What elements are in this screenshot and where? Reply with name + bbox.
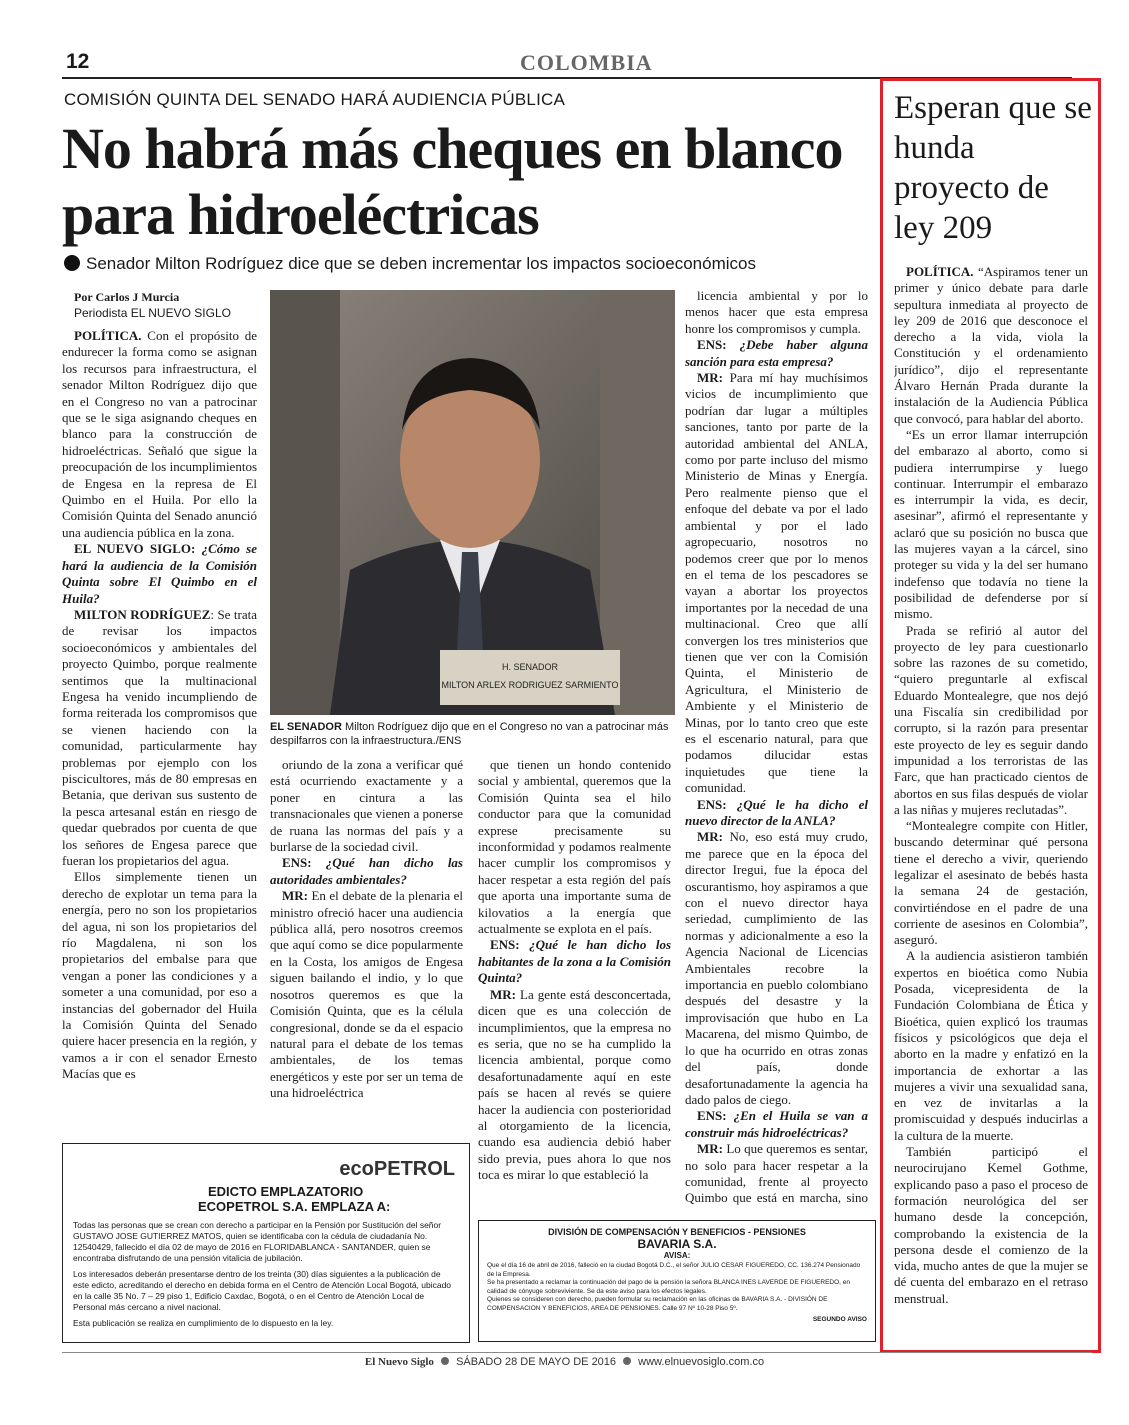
- kicker: COMISIÓN QUINTA DEL SENADO HARÁ AUDIENCIA PÚBLICA: [64, 90, 566, 109]
- article-paragraph: [685, 829, 868, 1108]
- bullet-icon: [64, 255, 80, 271]
- bavaria-paragraph-1: Que el día 16 de abril de 2016, falleció en la ciudad Bogotá D.C., el señor JULIO CESAR FIGUEREDO, CC. 136.274 Pensionado de la Empresa.: [487, 1262, 861, 1278]
- article-column-4: [685, 288, 868, 1208]
- article-paragraph: [685, 370, 868, 797]
- bavaria-company: BAVARIA S.A.: [637, 1237, 717, 1251]
- ecopetrol-logo: ecoPETROL: [339, 1158, 455, 1180]
- article-paragraph: [270, 855, 463, 888]
- paragraph-lead: MR:: [697, 1141, 723, 1157]
- byline-author: Por Carlos J Murcia: [74, 290, 180, 304]
- paragraph-lead: MILTON RODRÍGUEZ: [74, 606, 211, 622]
- article-paragraph: [478, 937, 671, 986]
- byline-role: Periodista EL NUEVO SIGLO: [74, 306, 231, 320]
- paragraph-text: Para mí hay muchísimos vicios de incumplimiento que podrían dar lugar a múltiples sanciones, tanto por parte de la autoridad ambiental del ANLA, como por parte incluso del mismo Ministerio de Minas y Energía. Pero realmente pienso que el enfoque del debate va por el lado ambiental y por el lado agropecuario, nosotros no podemos creer que por lo menos en el tema de los pescadores se vayan a abortar los proyectos importantes por la necedad de una multinacional. Creo que allí convergen los tres ministerios que tienen que ver con la Comisión Quinta, el Ministerio de Agricultura, el Ministerio de Ambiente y el Ministerio de Minas, por lo tanto creo que este es el escenario natural, para que podamos dilucidar estas inquietudes que tiene la comunidad.: [685, 370, 868, 796]
- paragraph-text: Lo que queremos es sentar, no solo para hacer respetar a la comunidad, frente al proyecto Quimbo que está en marcha, sino: [685, 1141, 868, 1206]
- bavaria-paragraph-3: Quienes se consideren con derecho, pueden formular su reclamación en las oficinas de BAVARIA S.A. - DIVISIÓN DE COMPENSACION Y BENEFICIOS, AREA DE PENSIONES. Calle 97 Nº 10-28 Piso 5º.: [487, 1296, 828, 1312]
- bavaria-notice: [478, 1220, 876, 1342]
- paragraph-lead: ENS:: [697, 337, 727, 353]
- paragraph-text: : Se trata de revisar los impactos socioeconómicos y ambientales del proyecto Quimbo, porque realmente sentimos que la multinacional Engesa ha venido incumpliendo de forma reiterada los compromisos que se vienen haciendo con la comunidad, particularmente hay problemas por ejemplo con los piscicultores, más de 80 empresas en Betania, que derivan sus sustento de la pesca artesanal están en riesgo de quedar quebrados por cuenta de que los señores de Engesa parece que fueran los propietarios del agua.: [62, 606, 257, 868]
- article-paragraph: [62, 328, 257, 541]
- article-paragraph: [62, 869, 257, 1082]
- paragraph-text: “Montealegre compite con Hitler, buscando determinar qué persona tiene el derecho a vivir, queriendo legalizar el asesinato de bebés hasta la semana 24 de gestación, convirtiéndose en el padre de una corriente de asesinos en Colombia”, aseguró.: [894, 818, 1088, 948]
- bavaria-paragraph-2: Se ha presentado a reclamar la continuación del pago de la pensión la señora BLANCA INES LAVERDE DE FIGUEREDO, en calidad de cónyuge sobreviviente. Se da este aviso para los efectos legales.: [487, 1279, 850, 1295]
- senator-photo-illustration: [270, 290, 675, 715]
- paragraph-lead: MR:: [697, 829, 723, 845]
- subhead-text: Senador Milton Rodríguez dice que se deben incrementar los impactos socioeconómicos: [86, 254, 756, 273]
- sidebar-column: [894, 264, 1088, 1342]
- ecopetrol-paragraph-1: Todas las personas que se crean con derecho a participar en la Pensión por Sustitución del señor GUSTAVO JOSE GUTIERREZ MATOS, quien se identificaba con la cédula de ciudadanía No. 12540429, fallecido el día 02 de mayo de 2016 en FLORIDABLANCA - SANTANDER, quien se encontraba disfrutando de una pensión vitalicia de jubilación.: [73, 1220, 442, 1263]
- article-paragraph: [478, 987, 671, 1184]
- nameplate-line-2: MILTON ARLEX RODRIGUEZ SARMIENTO: [441, 680, 619, 690]
- article-paragraph: [894, 818, 1088, 948]
- paragraph-text: También participó el neurocirujano Kemel Gothme, explicando paso a paso el proceso de formación neurológica del ser humano desde la concepción, comprobando la existencia de la persona desde el comienzo de la vida, mucho antes de que la mujer se dé cuenta del embarazo en el retraso menstrual.: [894, 1144, 1088, 1306]
- headline: No habrá más cheques en blanco para hidroeléctricas: [62, 116, 843, 247]
- article-paragraph: [685, 288, 868, 337]
- caption-text: Milton Rodríguez dijo que en el Congreso no van a patrocinar más despilfarros con la infraestructura./ENS: [270, 721, 669, 747]
- page-footer: [0, 1356, 1129, 1368]
- article-paragraph: [270, 757, 463, 855]
- article-paragraph: [894, 623, 1088, 819]
- footer-url: www.elnuevosiglo.com.co: [638, 1356, 765, 1368]
- bavaria-label: AVISA:: [663, 1251, 691, 1260]
- paragraph-text: oriundo de la zona a verificar qué está ocurriendo exactamente y a poner en cintura a las transnacionales que vienen a ponerse de ruana las normas del país y a burlarse de la sociedad civil.: [270, 757, 463, 855]
- paragraph-text: A la audiencia asistieron también expertos en bioética como Nubia Posada, vicepresidenta de la Fundación Colombiana de Ética y Bioética, quien explicó los traumas físicos y psicológicos que deja el aborto en la madre y enfatizó en la importancia de exhortar a las mujeres a vivir una sexualidad sana, en vez de invitarlas a la promiscuidad y después inducirlas a la cultura de la muerte.: [894, 948, 1088, 1143]
- article-paragraph: [685, 1141, 868, 1208]
- paragraph-text: En el debate de la plenaria el ministro ofreció hacer una audiencia pública allá, pero nosotros creemos que aquí como se dice popularmente en la Costa, los amigos de Engesa siguen bailando el indio, y lo que nosotros queremos es que la Comisión Quinta, que es la célula congresional, donde se da el espacio natural para el debate de los temas ambientales, de los temas energéticos y este por ser un tema de una hidroeléctrica: [270, 888, 463, 1101]
- article-paragraph: [270, 888, 463, 1101]
- paragraph-text: “Aspiramos tener un primer y único debate para darle sepultura inmediata al proyecto de ley 209 de 2016 que desconoce el derecho a la vida, viola la Constitución y el ordenamiento jurídico”, dijo el representante Álvaro Hernán Prada durante la instalación de la Audiencia Pública que convocó, para hablar del aborto.: [894, 264, 1088, 426]
- ecopetrol-paragraph-2: Los interesados deberán presentarse dentro de los treinta (30) días siguientes a la publicación de este edicto, acreditando el derecho en debida forma en el Centro de Atención Local Bogotá, ubicado en la calle 35 No. 7 – 29 piso 1, Edificio Caxdac, Bogotá, o en el Centro de Atención Local de Personal más cercano a nivel nacional.: [73, 1269, 452, 1312]
- caption-lead: EL SENADOR: [270, 721, 342, 733]
- paragraph-lead: ENS:: [697, 1108, 727, 1124]
- article-paragraph: [478, 757, 671, 937]
- paragraph-lead: EL NUEVO SIGLO:: [74, 541, 196, 557]
- article-paragraph: [685, 1108, 868, 1141]
- article-paragraph: [62, 607, 257, 870]
- paragraph-text: La gente está desconcertada, dicen que es una colección de incumplimientos, que la empresa no es seria, que no se ha cumplido la licencia ambiental, porque como desafortunadamente aquí en este país se hacen al revés se quiere hacer la audiencia con posterioridad al otorgamiento de la licencia, cuando esa audiencia debió haber sido previa, pues ahora lo que nos toca es mirar lo que estableció la: [478, 986, 671, 1183]
- nameplate-line-1: H. SENADOR: [501, 662, 559, 672]
- paragraph-lead: POLÍTICA.: [906, 264, 974, 279]
- bavaria-notice-label: SEGUNDO AVISO: [812, 1316, 867, 1323]
- interview-question: ¿En el Huila se van a construir más hidroeléctricas?: [685, 1108, 868, 1140]
- bavaria-title: DIVISIÓN DE COMPENSACIÓN Y BENEFICIOS - PENSIONES: [548, 1227, 806, 1237]
- ecopetrol-subtitle: ECOPETROL S.A. EMPLAZA A:: [198, 1199, 391, 1214]
- article-paragraph: [685, 337, 868, 370]
- sidebar-headline: Esperan que se hunda proyecto de ley 209: [894, 90, 1092, 246]
- interview-question: ¿Debe haber alguna sanción para esta empresa?: [685, 337, 868, 369]
- photo-caption: [270, 720, 675, 748]
- subhead: [64, 254, 756, 274]
- paragraph-text: Ellos simplemente tienen un derecho de explotar un tema para la energía, pero no son los propietarios del agua, ni son los propietarios del río Magdalena, ni son los propietarios del embalse para que vengan a poner las condiciones y a someter a una comunidad, por eso a instancias del gobernador del Huila la Comisión Quinta del Senado quiere hacer presencia en la región, y vamos a ir con el senador Ernesto Macías que es: [62, 869, 257, 1082]
- ecopetrol-notice: [62, 1143, 470, 1343]
- paragraph-lead: ENS:: [282, 855, 312, 871]
- article-paragraph: [894, 264, 1088, 427]
- footer-date: SÁBADO 28 DE MAYO DE 2016: [456, 1356, 617, 1368]
- footer-brand: El Nuevo Siglo: [364, 1356, 434, 1368]
- interview-question: ¿Qué han dicho las autoridades ambientales?: [270, 855, 463, 887]
- interview-question: ¿Qué le ha dicho el nuevo director de la ANLA?: [685, 796, 868, 828]
- article-column-1: [62, 328, 257, 1128]
- paragraph-lead: MR:: [282, 888, 308, 904]
- article-paragraph: [894, 948, 1088, 1144]
- senator-photo: [270, 290, 675, 715]
- article-paragraph: [894, 427, 1088, 623]
- interview-question: ¿Qué le han dicho los habitantes de la zona a la Comisión Quinta?: [478, 937, 671, 986]
- paragraph-lead: MR:: [490, 986, 516, 1002]
- article-paragraph: [894, 1144, 1088, 1307]
- footer-dot-icon: [441, 1357, 449, 1365]
- article-paragraph: [685, 797, 868, 830]
- paragraph-text: Prada se refirió al autor del proyecto de ley para cuestionarlo sobre las razones de su cometido, “quiero preguntarle al exfiscal Eduardo Montealegre, que nos dejó una Fiscalía sin credibilidad por corrupto, si la razón para presentar este proyecto de ley es seguir dando impunidad a los terroristas de las Farc, que han practicado cientos de abortos en sus filas después de violar a las niñas y mujeres reclutadas”.: [894, 622, 1088, 817]
- paragraph-text: que tienen un hondo contenido social y ambiental, queremos que la Comisión Quinta sea el hilo conductor para que la comunidad exprese precisamente su inconformidad y podamos realmente hacer cumplir los compromisos y hacer respetar a esta región del país que aporta una importante suma de kilovatios a la energía que actualmente se explota en el país.: [478, 757, 671, 937]
- paragraph-text: Con el propósito de endurecer la forma como se asignan los recursos para infraestructura, el senador Milton Rodríguez dijo que en el Congreso no van a patrocinar que se le siga asignando cheques en blanco para la construcción de hidroeléctricas. Señaló que sigue la preocupación de los incumplimientos de Engesa en la represa de El Quimbo en el Huila. Por ello la Comisión Quinta del Senado anunció una audiencia pública en la zona.: [62, 328, 257, 540]
- paragraph-lead: ENS:: [490, 937, 520, 953]
- paragraph-text: No, eso está muy crudo, me parece que en la época del director Iregui, fue la época del oscurantismo, hoy aspiramos a que con el nuevo director haya seriedad, cumplimiento de las normas y adicionalmente a eso la Agencia Nacional de Licencias Ambientales recobre la importancia en pueblo colombiano después del desastre y la improvisación que hubo en La Macarena, del mismo Quimbo, de lo que ha ocurrido en otras zonas del país, donde desafortunadamente la agencia ha dado palos de ciego.: [685, 829, 868, 1107]
- ecopetrol-title: EDICTO EMPLAZATORIO: [208, 1184, 364, 1199]
- section-label: COLOMBIA: [520, 50, 653, 75]
- interview-question: ¿Cómo se hará la audiencia de la Comisión Quinta sobre El Quimbo en el Huila?: [62, 541, 257, 606]
- paragraph-lead: MR:: [697, 370, 723, 386]
- page-number: 12: [66, 50, 90, 73]
- paragraph-lead: POLÍTICA.: [74, 328, 142, 343]
- paragraph-lead: ENS:: [697, 796, 727, 812]
- paragraph-text: licencia ambiental y por lo menos hacer que esta empresa honre los compromisos y cumpla.: [685, 288, 868, 336]
- footer-rule: [62, 1352, 1092, 1353]
- article-column-2: [270, 757, 463, 1127]
- footer-dot-icon: [623, 1357, 631, 1365]
- article-paragraph: [62, 541, 257, 607]
- paragraph-text: “Es un error llamar interrupción del embarazo al aborto, como si pudiera interrumpirse y luego continuar. Interrumpir el embarazo es interrumpir la vida, es decir, asesinar”, afirmó el representante y aclaró que su posición no busca que las mujeres vayan a la cárcel, sino proteger su vida y la del ser humano indefenso que todavía no tiene la posibilidad de defenderse por sí mismo.: [894, 426, 1088, 622]
- article-column-3: [478, 757, 671, 1207]
- ecopetrol-paragraph-3: Esta publicación se realiza en cumplimiento de lo dispuesto en la ley.: [73, 1318, 334, 1328]
